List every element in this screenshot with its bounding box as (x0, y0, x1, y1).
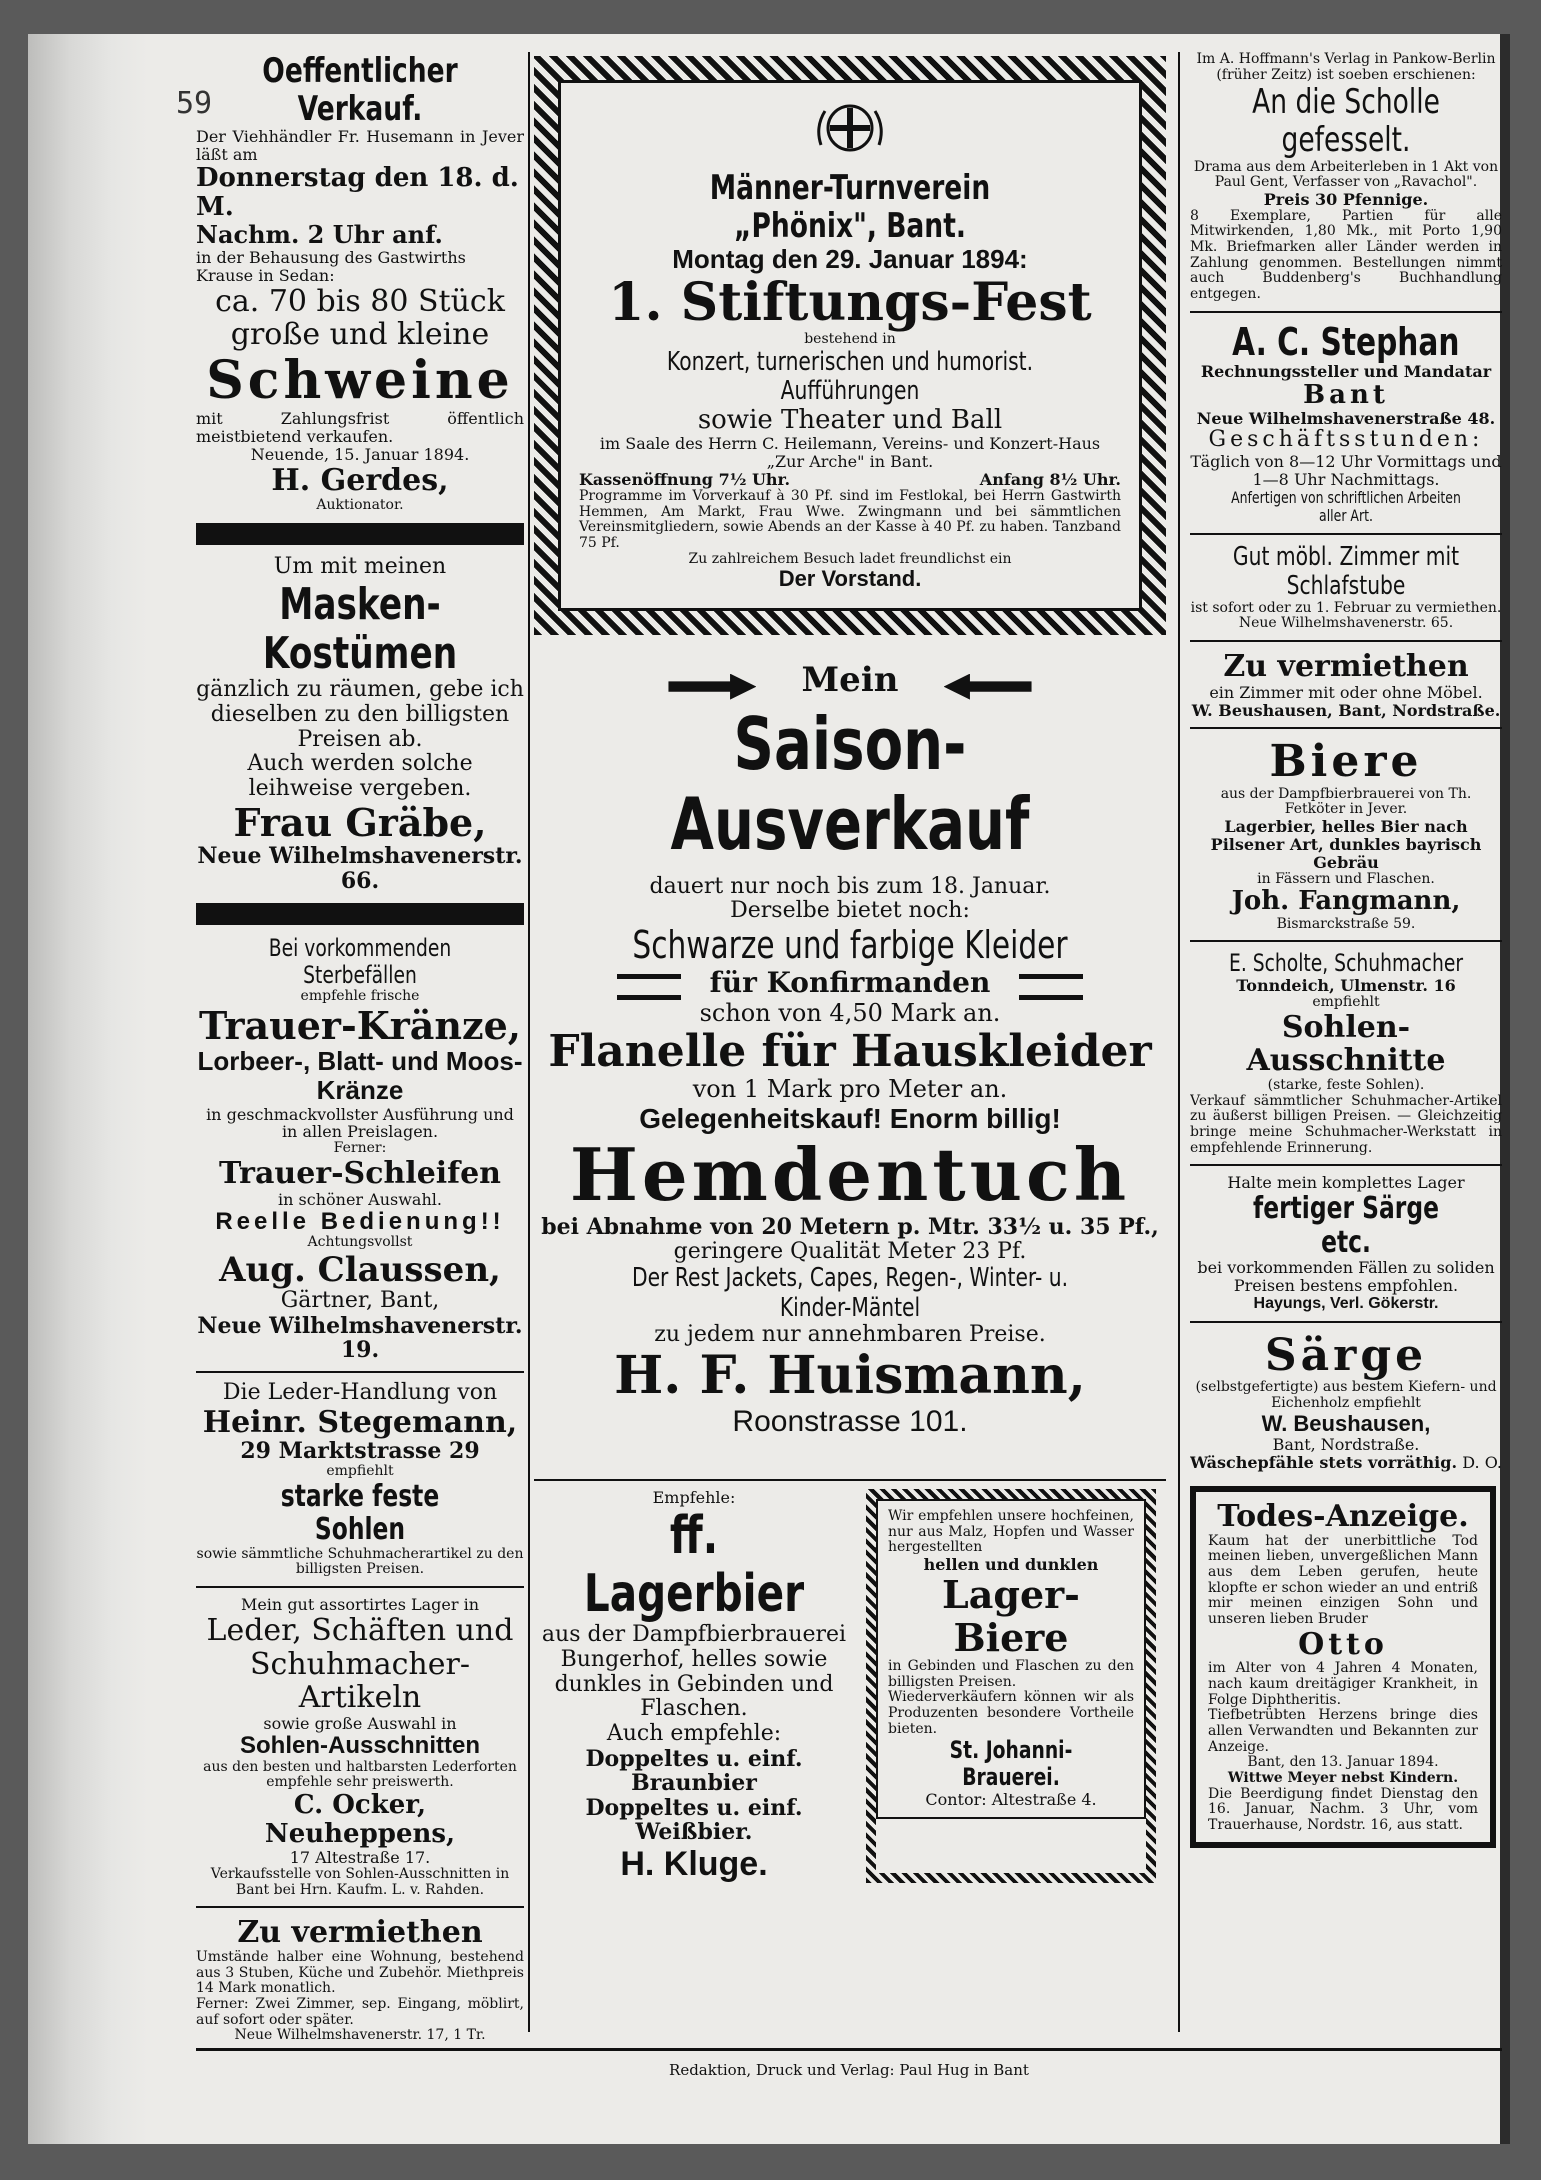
advertiser-name: Aug. Claussen, (219, 1250, 501, 1291)
ad-headline: große und kleine (230, 317, 490, 353)
advertiser-name: St. Johanni-Brauerei. (949, 1736, 1073, 1792)
event-times (579, 471, 1121, 489)
advertiser-address: Neue Wilhelmshavenerstraße 48. (1196, 409, 1496, 429)
ad-item: Schweine (206, 350, 514, 412)
doors-time: Kassenöffnung 7½ Uhr. (579, 470, 791, 490)
advertiser-address: Neue Wilhelmshavenerstr. 65. (1238, 615, 1454, 632)
pointing-hand-icon (944, 674, 1032, 700)
ad-masken (196, 555, 524, 893)
advertiser-name: Frau Gräbe, (233, 799, 487, 845)
ad-text: sowie große Auswahl in (263, 1713, 457, 1733)
ad-johanni-frame (866, 1489, 1156, 1883)
ad-text: im Saale des Herrn C. Heilemann, Vereins- und Konzert-Haus „Zur Arche" in Bant. (599, 434, 1101, 472)
divider-bar (196, 903, 524, 925)
advertiser-address: Neue Wilhelmshavenerstr. 19. (197, 1312, 523, 1364)
ad-title: Todes-Anzeige. (1217, 1499, 1469, 1535)
ad-title: Schwarze und farbige Kleider (632, 923, 1068, 968)
ad-title: Sohlen-Ausschnitte (1246, 1009, 1446, 1079)
advertiser-name: Heinr. Stegemann, (202, 1404, 518, 1440)
ad-subtitle: sowie Theater und Ball (697, 405, 1003, 436)
ad-text: empfehle frische (300, 988, 420, 1005)
divider-rule (1190, 533, 1502, 535)
page-number: 59 (176, 86, 213, 121)
advertiser-name: Joh. Fangmann, (1231, 886, 1461, 917)
ad-text: aus den besten und haltbarsten Lederforten empfehle sehr preiswerth. (203, 1758, 517, 1791)
ad-vermieten (196, 1916, 524, 2044)
imprint-footer: Redaktion, Druck und Verlag: Paul Hug in Bant (196, 2048, 1502, 2079)
ad-title: Gut möbl. Zimmer mit Schlafstube (1232, 541, 1460, 601)
ad-title: Zu vermiethen (1223, 649, 1469, 685)
ad-subtitle: Konzert, turnerischen und humorist. Aufführungen (666, 347, 1034, 407)
advertiser-name: W. Beushausen, Bant, Nordstraße. (1191, 700, 1501, 720)
ad-title: Masken-Kostümen (262, 578, 458, 680)
ad-trauer (196, 935, 524, 1363)
ad-title: Särge (1264, 1330, 1428, 1382)
divider-bar (196, 523, 524, 545)
double-bar-ornament (617, 974, 681, 1000)
ad-title: Hemdentuch (569, 1131, 1131, 1217)
ad-price: Preis 30 Pfennige. (1263, 189, 1429, 209)
ad-title: starke feste Sohlen (280, 1478, 440, 1548)
ad-text: Reelle Bedienung!! (215, 1207, 505, 1235)
advertiser-address: Bant, Nordstraße. (1272, 1435, 1420, 1455)
ad-saison (534, 661, 1166, 1439)
ad-ocker (196, 1596, 524, 1898)
divider-rule (1190, 640, 1502, 642)
ad-text: Um mit meinen (273, 554, 447, 580)
ad-text: Auch empfehle: (606, 1720, 782, 1746)
ad-todesanzeige (1190, 1486, 1496, 1848)
ad-text: Achtungsvollst (307, 1234, 413, 1251)
start-time: Anfang 8½ Uhr. (979, 470, 1121, 490)
advertiser-name: H. Kluge. (620, 1845, 768, 1884)
advertiser-address: Tonndeich, Ulmenstr. 16 (1236, 976, 1456, 996)
advertiser-address: Neue Wilhelmshavenerstr. 66. (197, 843, 523, 894)
ad-text: Drama aus dem Arbeiterleben in 1 Akt von Paul Gent, Verfasser von „Ravachol". (1193, 158, 1499, 191)
ad-time: Nachm. 2 Uhr anf. (196, 220, 443, 250)
ad-text: Anfertigen von schriftlichen Arbeiten aller Art. (1231, 487, 1461, 525)
konfirmanden-row (534, 967, 1166, 1001)
divider-rule (1190, 727, 1502, 729)
ad-text: im Alter von 4 Jahren 4 Monaten, nach kaum dreitägiger Krankheit, in Folge Diphtheritis. (1208, 1660, 1478, 1708)
advertiser-name: W. Beushausen, (1261, 1410, 1431, 1436)
ad-leder (196, 1381, 524, 1578)
advertiser-name: H. F. Huismann, (614, 1345, 1086, 1407)
advertiser-role: Rechnungssteller und Mandatar (1200, 362, 1492, 382)
ad-text: für Konfirmanden (709, 965, 991, 999)
ad-johanni (876, 1499, 1146, 1819)
dateline: Bant, den 13. Januar 1894. (1247, 1754, 1439, 1771)
ad-title: ff. Lagerbier (583, 1505, 805, 1625)
ad-text: gänzlich zu räumen, gebe ich dieselben zu den billigsten Preisen ab. (196, 677, 524, 752)
ad-biere (1190, 737, 1502, 932)
ad-text: Im A. Hoffmann's Verlag in Pankow-Berlin (früher Zeitz) ist soeben erschienen: (1196, 52, 1496, 83)
ad-text: Ferner: Zwei Zimmer, sep. Eingang, möblirt, auf sofort oder später. (196, 1995, 524, 2028)
advertiser-address: Neue Wilhelmshavenerstr. 17, 1 Tr. (234, 2027, 486, 2044)
ad-text: Der Rest Jackets, Capes, Regen-, Winter- u. Kinder-Mäntel (631, 1263, 1069, 1323)
ad-vermieten-right (1190, 650, 1502, 719)
divider-rule (196, 1371, 524, 1373)
ad-mein-row (534, 661, 1166, 700)
event-title: 1. Stiftungs-Fest (608, 272, 1092, 334)
ad-text: zu jedem nur annehmbaren Preise. (654, 1321, 1046, 1347)
ad-verkauf (196, 52, 524, 513)
ad-text: ist sofort oder zu 1. Februar zu vermiethen. (1190, 599, 1502, 616)
ad-text: in Gebinden und Flaschen zu den billigsten Preisen. (888, 1658, 1134, 1690)
ad-title: Oeffentlicher Verkauf. (262, 52, 458, 130)
ad-text: bei Abnahme von 20 Metern p. Mtr. 33½ u. 35 Pf., (541, 1214, 1159, 1241)
ad-text: bestehend in (804, 331, 896, 348)
ad-text: Täglich von 8—12 Uhr Vormittags und 1—8 Uhr Nachmittags. (1190, 451, 1502, 489)
advertiser-address: Contor: Altestraße 4. (925, 1790, 1097, 1810)
turnverein-emblem-icon (815, 97, 885, 159)
column-middle (534, 52, 1166, 2096)
ad-text: Umstände halber eine Wohnung, bestehend aus 3 Stuben, Küche und Zubehör. Miethpreis 14 Mark monatlich. (196, 1948, 524, 1997)
ad-text: mit Zahlungsfrist öffentlich meistbietend verkaufen. (196, 409, 524, 447)
ad-kluge (534, 1489, 854, 1883)
ad-stiftungsfest (558, 80, 1142, 611)
ad-zimmer (1190, 543, 1502, 633)
ad-date: Donnerstag den 18. d. M. (196, 162, 519, 223)
ad-text: Auch werden solche leihweise vergeben. (247, 751, 473, 801)
ad-note-row (1190, 1454, 1502, 1472)
ad-text: Gelegenheitskauf! Enorm billig! (639, 1103, 1061, 1135)
divider-rule (534, 1479, 1166, 1481)
ad-text: Zu zahlreichem Besuch ladet freundlichst ein (688, 550, 1012, 567)
advertiser-name: E. Scholte, Schuhmacher (1228, 949, 1464, 978)
divider-rule (1190, 940, 1502, 942)
dateline: Neuende, 15. Januar 1894. (250, 445, 470, 465)
ad-text: geringere Qualität Meter 23 Pf. (673, 1238, 1027, 1264)
deceased-name: Otto (1298, 1626, 1388, 1662)
ad-text: Lagerbier, helles Bier nach Pilsener Art, dunkles bayrisch Gebräu (1210, 817, 1482, 872)
signoff: Wittwe Meyer nebst Kindern. (1227, 1770, 1459, 1787)
advertiser-address: 17 Altestraße 17. (289, 1848, 431, 1868)
ad-title: Trauer-Schleifen (219, 1156, 501, 1192)
ad-stephan (1190, 321, 1502, 525)
ad-text: aus der Dampfbierbrauerei Bungerhof, helles sowie dunkles in Gebinden und Flaschen. (541, 1622, 847, 1722)
advertiser-town: Bant (1303, 380, 1389, 411)
ad-text: Bei vorkommenden Sterbefällen (268, 934, 452, 990)
ad-text: Die Leder-Handlung von (222, 1380, 498, 1406)
ad-text: dauert nur noch bis zum 18. Januar. (649, 873, 1051, 899)
advertiser-address: 29 Marktstrasse 29 (240, 1438, 480, 1465)
bottom-ads-row (534, 1489, 1166, 1883)
ad-headline: ca. 70 bis 80 Stück (215, 283, 505, 319)
advertiser-name: C. Ocker, Neuheppens, (264, 1789, 456, 1849)
advertiser-name: Hayungs, Verl. Gökerstr. (1253, 1295, 1439, 1313)
ad-text: Programme im Vorverkauf à 30 Pf. sind im Festlokal, bei Herrn Gastwirth Hemmen, Am Markt, Frau Wwe. Zwingmann und bei sämmtlichen Vereinsmitgliedern, sowie Abends an der Kasse à 40 Pf. zu haben. Tanzband 75 Pf. (579, 488, 1121, 552)
ad-title: Flanelle für Hauskleider (548, 1026, 1152, 1078)
column-left (196, 52, 524, 2096)
ad-title: Sohlen-Ausschnitten (239, 1731, 480, 1759)
ad-subtitle: Geschäftsstunden: (1208, 427, 1484, 453)
divider-rule (1190, 1164, 1502, 1166)
ad-text: aus der Dampfbierbrauerei von Th. Fetköter in Jever. (1220, 785, 1472, 818)
ad-title: Leder, Schäften und Schuhmacher-Artikeln (206, 1612, 514, 1716)
ad-title: fertiger Särge etc. (1253, 1191, 1439, 1260)
ad-text: Kaum hat der unerbittliche Tod meinen lieben, unvergeßlichen Mann aus dem Leben gerufen, heute klopfte er schon wieder an und entriß mir meinen einzigen Sohn und unseren lieben Bruder (1208, 1532, 1478, 1628)
ad-saerge (1190, 1331, 1502, 1472)
column-divider (528, 52, 530, 2032)
ad-title: Lager-Biere (942, 1572, 1080, 1660)
pointing-hand-icon (668, 674, 756, 700)
divider-rule (1190, 311, 1502, 313)
ad-text: Der Viehhändler Fr. Husemann in Jever läßt am (196, 127, 524, 165)
ad-text: in schöner Auswahl. (278, 1189, 442, 1209)
ad-hayungs (1190, 1174, 1502, 1313)
ad-text: 8 Exemplare, Partien für alle Mitwirkenden, 1,80 Mk., mit Porto 1,90 Mk. Briefmarken aller Länder werden in Zahlung genommen. Bestellungen nimmt auch Buddenberg's Buchhandlung entgegen. (1190, 207, 1502, 303)
ad-text: Tiefbetrübten Herzens bringe dies allen Verwandten und Bekannten zur Anzeige. (1208, 1707, 1478, 1755)
ad-text: Wir empfehlen unsere hochfeinen, nur aus Malz, Hopfen und Wasser hergestellten (888, 1508, 1134, 1556)
ad-text: ein Zimmer mit oder ohne Möbel. (1209, 682, 1483, 702)
ad-text: Ferner: (333, 1140, 387, 1157)
ad-text: bei vorkommenden Fällen zu soliden Preisen bestens empfohlen. (1197, 1258, 1495, 1296)
divider-rule (1190, 1321, 1502, 1323)
advertiser-address: Roonstrasse 101. (732, 1405, 968, 1439)
ad-text: in der Behausung des Gastwirths Krause in Sedan: (196, 248, 466, 285)
ad-text: Derselbe bietet noch: (730, 898, 970, 924)
ad-text: Verkaufsstelle von Sohlen-Ausschnitten in Bant bei Hrn. Kaufm. L. v. Rahden. (210, 1866, 510, 1898)
ad-title: Biere (1269, 736, 1423, 788)
ad-text: Mein (801, 660, 899, 701)
ad-title: Trauer-Kränze, (198, 1002, 522, 1048)
ad-stiftungsfest-frame (534, 56, 1166, 635)
signoff: Der Vorstand. (778, 566, 922, 592)
ad-title: Zu vermiethen (237, 1915, 483, 1951)
ad-subtitle: hellen und dunklen (923, 1555, 1099, 1575)
event-date: Montag den 29. Januar 1894: (672, 244, 1028, 275)
column-divider (1178, 52, 1180, 2032)
ad-text: Verkauf sämmtlicher Schuhmacher-Artikel zu äußerst billigen Preisen. — Gleichzeitig bringe meine Schuhmacher-Werkstatt in empfehlende Erinnerung. (1190, 1092, 1502, 1156)
page-binding (28, 34, 148, 2144)
ad-text: in Fässern und Flaschen. (1257, 870, 1435, 887)
ad-text: D. O. (1462, 1453, 1502, 1473)
ad-title: An die Scholle gefesselt. (1252, 82, 1440, 161)
ad-text: (selbstgefertigte) aus bestem Kiefern- und Eichenholz empfiehlt (1195, 1379, 1497, 1411)
ad-text: in geschmackvollster Ausführung und in allen Preislagen. (206, 1104, 514, 1142)
ad-subtitle: Lorbeer-, Blatt- und Moos-Kränze (197, 1046, 523, 1106)
ad-text: Empfehle: (652, 1488, 736, 1508)
ad-item: Doppeltes u. einf. Braunbier (585, 1745, 803, 1797)
ad-text: empfiehlt (326, 1462, 394, 1479)
advertiser-name: A. C. Stephan (1232, 319, 1460, 364)
club-name: Männer-Turnverein „Phönix", Bant. (709, 167, 991, 246)
advertiser-role: Auktionator. (316, 496, 404, 513)
ad-text: Wäschepfähle stets vorräthig. (1190, 1453, 1458, 1473)
ad-text: empfiehlt (1312, 994, 1380, 1011)
ad-text: schon von 4,50 Mark an. (699, 999, 1001, 1028)
advertiser-name: H. Gerdes, (271, 463, 449, 499)
ad-scholte (1190, 950, 1502, 1156)
double-bar-ornament (1019, 974, 1083, 1000)
divider-rule (196, 1586, 524, 1588)
divider-rule (196, 1906, 524, 1908)
ad-text: (starke, feste Sohlen). (1267, 1076, 1425, 1093)
advertiser-address: Bismarckstraße 59. (1276, 915, 1416, 932)
advertiser-role: Gärtner, Bant, (280, 1288, 440, 1314)
column-right (1190, 52, 1502, 2096)
ad-verlag (1190, 52, 1502, 303)
ad-text: sowie sämmtliche Schuhmacherartikel zu den billigsten Preisen. (196, 1545, 524, 1578)
ad-text: Wiederverkäufern können wir als Produzenten besondere Vortheile bieten. (888, 1689, 1134, 1737)
ad-text: Mein gut assortirtes Lager in (240, 1595, 480, 1615)
ad-text: von 1 Mark pro Meter an. (692, 1075, 1008, 1104)
ad-item: Doppeltes u. einf. Weißbier. (585, 1794, 803, 1846)
ad-title: Saison-Ausverkauf (670, 701, 1030, 867)
ad-text: Die Beerdigung findet Dienstag den 16. Januar, Nachm. 3 Uhr, vom Trauerhause, Nordstr. 16, aus statt. (1208, 1785, 1478, 1834)
ad-text: Halte mein komplettes Lager (1227, 1173, 1465, 1193)
